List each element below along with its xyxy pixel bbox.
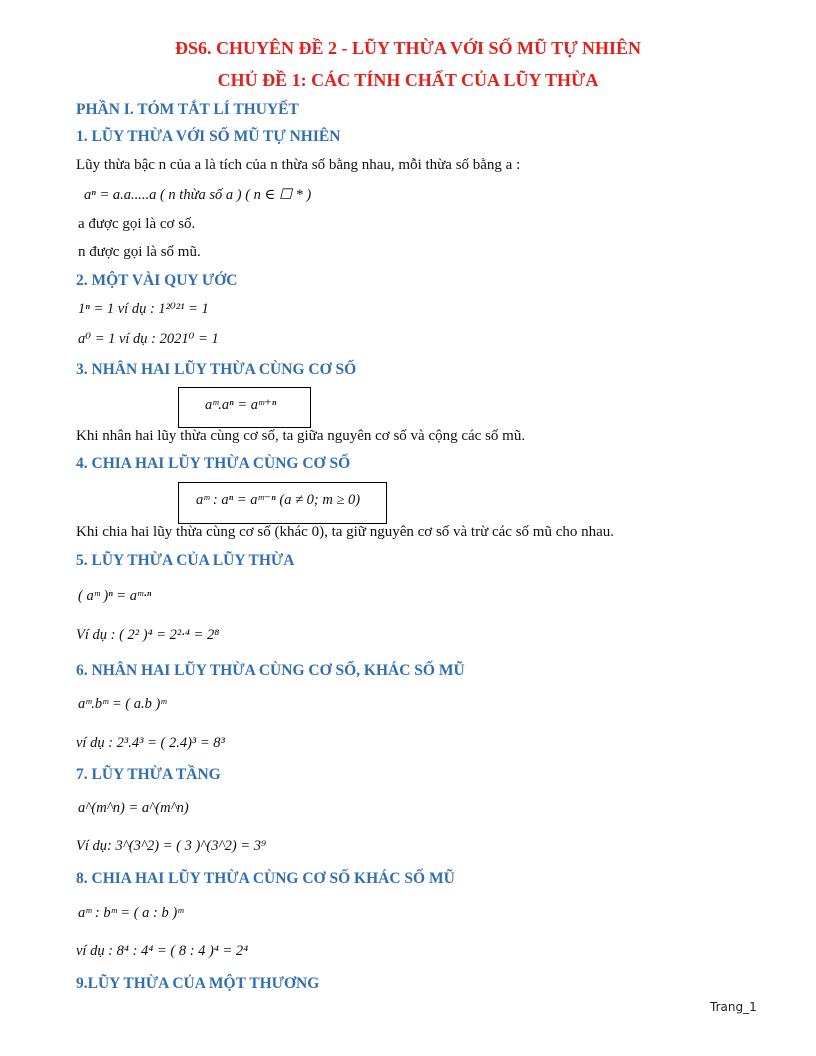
section-heading-4: 4. CHIA HAI LŨY THỪA CÙNG CƠ SỐ <box>76 455 351 472</box>
document-title: ĐS6. CHUYÊN ĐỀ 2 - LŨY THỪA VỚI SỐ MŨ TỰ NHIÊN <box>174 38 642 58</box>
paragraph-divide: Khi chia hai lũy thừa cùng cơ số (khác 0), ta giữ nguyên cơ số và trừ các số mũ cho nhau. <box>76 524 615 540</box>
formula-convention-2: a⁰ = 1 ví dụ : 2021⁰ = 1 <box>78 331 219 347</box>
paragraph-definition: Lũy thừa bậc n của a là tích của n thừa số bằng nhau, mỗi thừa số bằng a : <box>76 157 521 173</box>
section-heading-3: 3. NHÂN HAI LŨY THỪA CÙNG CƠ SỐ <box>76 361 357 378</box>
example-product-power: ví dụ : 2³.4³ = ( 2.4)³ = 8³ <box>76 735 225 751</box>
section-heading-6: 6. NHÂN HAI LŨY THỪA CÙNG CƠ SỐ, KHÁC SỐ MŨ <box>76 662 465 679</box>
section-heading-9: 9.LŨY THỪA CỦA MỘT THƯƠNG <box>76 975 320 992</box>
formula-multiply: aᵐ.aⁿ = aᵐ⁺ⁿ <box>205 397 277 413</box>
formula-product-power: aᵐ.bᵐ = ( a.b )ᵐ <box>78 696 167 712</box>
formula-definition: aⁿ = a.a.....a ( n thừa số a ) ( n ∈ ☐ * ) <box>84 187 312 203</box>
paragraph-multiply: Khi nhân hai lũy thừa cùng cơ số, ta giữa nguyên cơ số và cộng các số mũ. <box>76 428 526 444</box>
formula-power-of-power: ( aᵐ )ⁿ = aᵐ·ⁿ <box>78 588 152 604</box>
section-heading-1: 1. LŨY THỪA VỚI SỐ MŨ TỰ NHIÊN <box>76 128 341 145</box>
section-heading-7: 7. LŨY THỪA TẦNG <box>76 766 221 783</box>
formula-convention-1: 1ⁿ = 1 ví dụ : 1²⁰²¹ = 1 <box>78 301 209 317</box>
part-heading: PHẦN I. TÓM TẮT LÍ THUYẾT <box>76 101 299 118</box>
formula-quotient-power: aᵐ : bᵐ = ( a : b )ᵐ <box>78 905 184 921</box>
formula-tower-power: a^(m^n) = a^(m^n) <box>78 800 189 816</box>
section-heading-8: 8. CHIA HAI LŨY THỪA CÙNG CƠ SỐ KHÁC SỐ MŨ <box>76 870 455 887</box>
page-number: Trang_1 <box>710 1000 757 1014</box>
paragraph-base: a được gọi là cơ số. <box>78 216 196 232</box>
document-subtitle: CHỦ ĐỀ 1: CÁC TÍNH CHẤT CỦA LŨY THỪA <box>217 70 599 90</box>
example-power-of-power: Ví dụ : ( 2² )⁴ = 2²·⁴ = 2⁸ <box>76 627 220 643</box>
section-heading-2: 2. MỘT VÀI QUY ƯỚC <box>76 272 238 289</box>
example-tower-power: Ví dụ: 3^(3^2) = ( 3 )^(3^2) = 3⁹ <box>76 838 267 854</box>
formula-divide: aᵐ : aⁿ = aᵐ⁻ⁿ (a ≠ 0; m ≥ 0) <box>196 492 361 508</box>
paragraph-exponent: n được gọi là số mũ. <box>78 244 201 260</box>
example-quotient-power: ví dụ : 8⁴ : 4⁴ = ( 8 : 4 )⁴ = 2⁴ <box>76 943 249 959</box>
section-heading-5: 5. LŨY THỪA CỦA LŨY THỪA <box>76 552 295 569</box>
